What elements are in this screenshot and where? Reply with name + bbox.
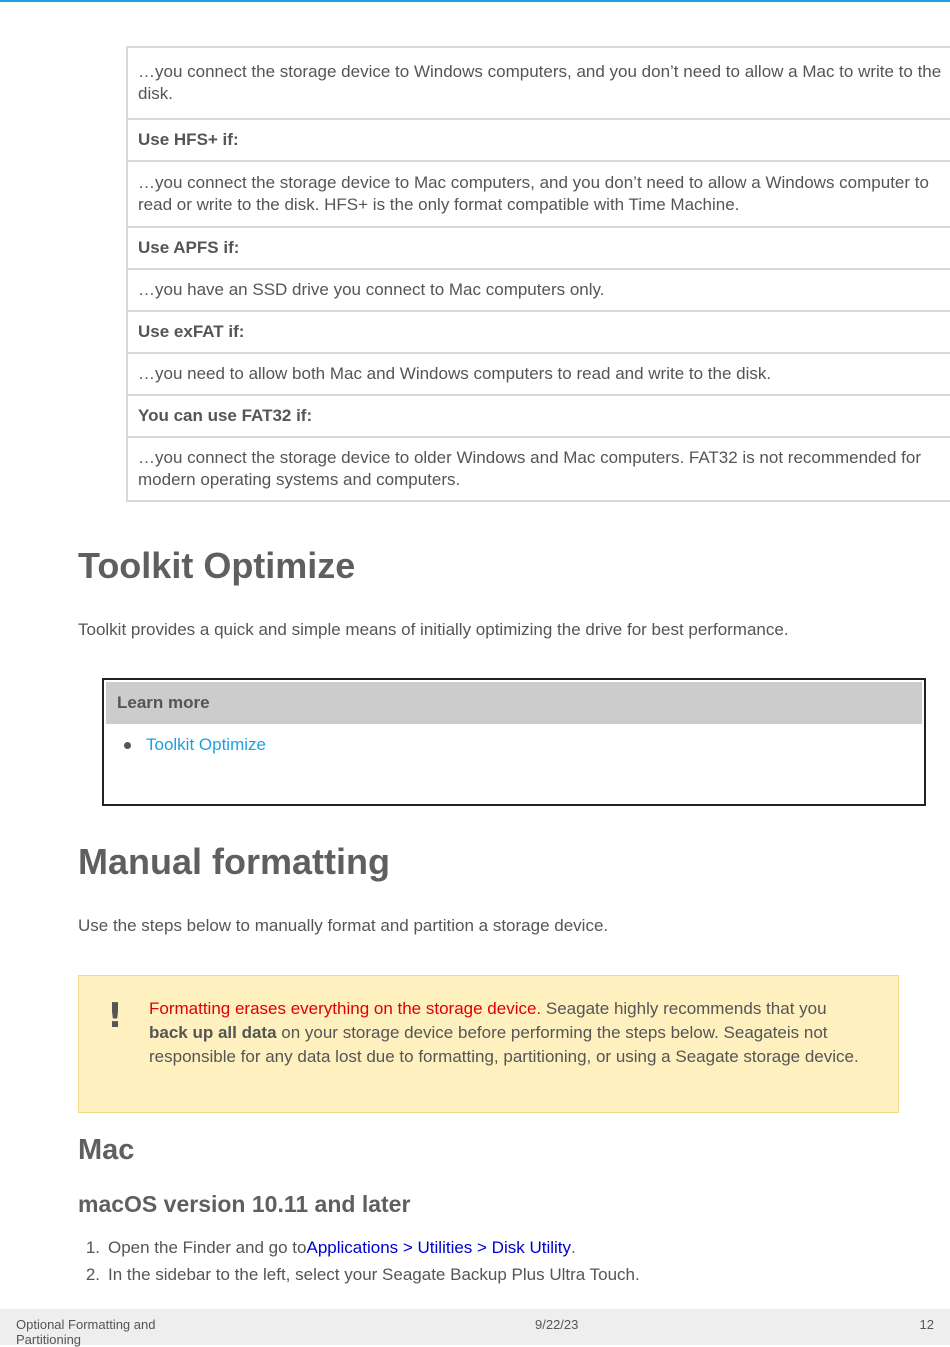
page-footer	[0, 1309, 950, 1345]
table-row	[127, 437, 950, 501]
table-row	[127, 47, 950, 119]
table-row	[127, 395, 950, 437]
table-row	[127, 353, 950, 395]
toolkit-optimize-link[interactable]: Toolkit Optimize	[146, 735, 266, 754]
warning-callout	[78, 975, 899, 1113]
table-cell-head: Use HFS+ if:	[127, 119, 950, 161]
step-text-suffix: .	[571, 1238, 576, 1257]
mac-heading: Mac	[78, 1134, 135, 1166]
learn-more-box	[102, 678, 926, 806]
step-number: 1.	[85, 1238, 100, 1257]
list-item	[78, 1261, 878, 1288]
table-cell-desc: …you connect the storage device to older Windows and Mac computers. FAT32 is not recommended for modern operating systems and computers.	[127, 437, 950, 501]
format-comparison-table	[126, 46, 950, 502]
table-cell-desc: …you connect the storage device to Windows computers, and you don’t need to allow a Mac to write to the disk.	[127, 47, 950, 119]
step-text: Open the Finder and go to	[108, 1238, 307, 1257]
manual-formatting-body: Use the steps below to manually format and partition a storage device.	[78, 916, 609, 935]
learn-more-list	[104, 734, 924, 756]
step-number: 2.	[85, 1265, 100, 1284]
toolkit-optimize-heading: Toolkit Optimize	[78, 545, 356, 586]
table-cell-desc: …you have an SSD drive you connect to Mac computers only.	[127, 269, 950, 311]
list-item	[78, 1234, 878, 1261]
toolkit-optimize-body: Toolkit provides a quick and simple means of initially optimizing the drive for best performance.	[78, 620, 789, 639]
list-item	[122, 734, 924, 756]
table-cell-head: You can use FAT32 if:	[127, 395, 950, 437]
learn-more-heading: Learn more	[106, 682, 922, 724]
table-cell-desc: …you connect the storage device to Mac computers, and you don’t need to allow a Windows computer to read or write to the disk. HFS+ is the only format compatible with Time Machine.	[127, 161, 950, 227]
warning-text-part: Seagate highly recommends that you	[541, 999, 827, 1018]
warning-text	[149, 997, 869, 1069]
warning-text-part: on your storage device before performing the steps below. Seagateis not responsible for any data lost due to formatting, partitioning, or using a Seagate storage device.	[149, 1023, 859, 1066]
table-cell-head: Use APFS if:	[127, 227, 950, 269]
footer-date: 9/22/23	[535, 1317, 579, 1332]
table-row	[127, 269, 950, 311]
disk-utility-path: Applications > Utilities > Disk Utility	[306, 1238, 572, 1257]
macos-version-heading: macOS version 10.11 and later	[78, 1191, 411, 1217]
top-rule	[0, 0, 950, 2]
table-row	[127, 311, 950, 353]
table-row	[127, 119, 950, 161]
table-cell-desc: …you need to allow both Mac and Windows computers to read and write to the disk.	[127, 353, 950, 395]
manual-formatting-heading: Manual formatting	[78, 841, 390, 882]
mac-steps-list	[78, 1234, 878, 1288]
warning-bold-text: back up all data	[149, 1023, 277, 1042]
table-cell-head: Use exFAT if:	[127, 311, 950, 353]
warning-red-text: Formatting erases everything on the storage device.	[149, 999, 542, 1018]
step-text: In the sidebar to the left, select your Seagate Backup Plus Ultra Touch.	[108, 1265, 640, 1284]
footer-page-number: 12	[919, 1317, 934, 1332]
table-row	[127, 161, 950, 227]
exclamation-icon: !	[107, 996, 123, 1036]
table-row	[127, 227, 950, 269]
footer-section-title: Optional Formatting and Partitioning	[16, 1317, 156, 1347]
